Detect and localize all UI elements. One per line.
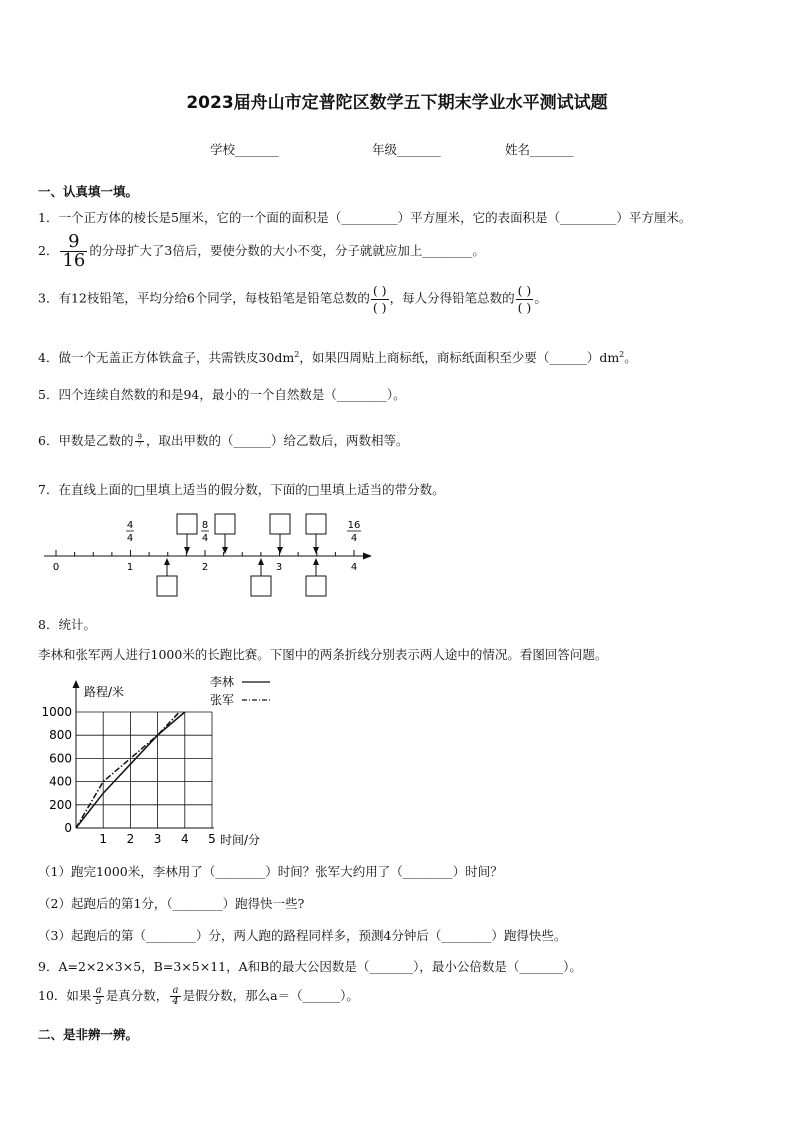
question-10-text-b: 是真分数， xyxy=(105,988,169,1003)
y-axis-label: 路程/米 xyxy=(84,685,125,699)
answer-box-above[interactable] xyxy=(306,514,326,534)
fraction-denominator: 4 xyxy=(201,533,209,544)
legend-label-zhangjun: 张军 xyxy=(210,693,235,707)
y-tick-label: 600 xyxy=(49,751,72,766)
arrow-right-icon xyxy=(363,553,372,560)
question-2-prefix: 2． xyxy=(38,243,59,258)
question-8-intro: 李林和张军两人进行1000米的长跑比赛。下图中的两条折线分别表示两人途中的情况。看图回答问题。 xyxy=(38,647,608,662)
y-tick-label: 0 xyxy=(64,821,72,835)
x-tick-label: 5 xyxy=(208,832,216,846)
fraction-denominator: 16 xyxy=(62,250,86,271)
question-8-sub-2: （2）起跑后的第1分，（________）跑得快一些? xyxy=(38,896,305,911)
fraction-denominator: 4 xyxy=(350,533,358,544)
legend-label-lilin: 李林 xyxy=(210,675,235,689)
y-tick-label: 1000 xyxy=(41,705,72,719)
answer-box-above[interactable] xyxy=(215,514,235,534)
tick-label-4: 4 xyxy=(350,562,358,573)
question-3-text-c: 。 xyxy=(534,290,547,306)
answer-box-below[interactable] xyxy=(157,576,177,596)
y-tick-label: 800 xyxy=(49,728,72,743)
x-tick-label: 2 xyxy=(126,832,135,846)
tick-label-1: 1 xyxy=(126,562,134,573)
fraction-numerator: 16 xyxy=(347,520,361,531)
question-10-fraction-1 xyxy=(93,986,103,1007)
answer-box-above[interactable] xyxy=(177,514,197,534)
question-7: 7．在直线上面的□里填上适当的假分数，下面的□里填上适当的带分数。 xyxy=(38,482,445,497)
section-1-heading: 一、认真填一填。 xyxy=(38,184,139,199)
fraction-numerator: 8 xyxy=(201,520,209,531)
school-field[interactable]: 学校_______ xyxy=(210,142,279,157)
question-4-text-a: 4．做一个无盖正方体铁盒子，共需铁皮30dm xyxy=(38,350,295,365)
question-8-label: 8．统计。 xyxy=(38,617,96,632)
fraction-numerator: a xyxy=(93,986,103,997)
fraction-numerator: 9 xyxy=(60,233,87,252)
y-axis-arrow-icon xyxy=(73,680,80,688)
race-line-chart xyxy=(30,672,290,852)
question-3 xyxy=(38,283,547,315)
question-1: 1．一个正方体的棱长是5厘米，它的一个面的面积是（_________）平方厘米，它的表面积是（_________）平方厘米。 xyxy=(38,210,692,225)
arrow-down-icon xyxy=(184,547,190,554)
question-2-text: 的分母扩大了3倍后，要使分数的大小不变，分子就就应加上________。 xyxy=(89,243,485,258)
question-3-text-b: ，每人分得铅笔总数的 xyxy=(389,290,515,306)
y-tick-label: 200 xyxy=(49,797,72,812)
x-tick-label: 4 xyxy=(180,832,189,846)
fraction-denominator: 7 xyxy=(137,441,142,449)
tick-label-3: 3 xyxy=(275,562,283,573)
blank-bottom[interactable]: ( ) xyxy=(372,299,387,315)
fraction-numerator: 9 xyxy=(137,433,142,441)
tick-label-2: 2 xyxy=(201,562,209,573)
question-4-text-b: ，如果四周贴上商标纸，商标纸面积至少要（______）dm xyxy=(299,350,620,365)
arrow-up-icon xyxy=(313,558,319,565)
fraction-denominator: 4 xyxy=(172,996,179,1007)
question-3-text-a: 3．有12枝铅笔，平均分给6个同学，每枝铅笔是铅笔总数的 xyxy=(38,290,370,306)
x-axis-label: 时间/分 xyxy=(220,833,261,847)
question-6-fraction xyxy=(135,434,143,449)
chart-legend xyxy=(210,674,270,707)
arrow-down-icon xyxy=(222,547,228,554)
question-10-text-a: 10．如果 xyxy=(38,988,92,1003)
question-10-text-c: 是假分数，那么a＝（______）。 xyxy=(182,988,359,1003)
question-4 xyxy=(38,348,637,366)
question-4-text-c: 。 xyxy=(624,350,637,365)
x-tick-label: 3 xyxy=(153,832,162,846)
answer-box-above[interactable] xyxy=(270,514,290,534)
question-8-sub-3: （3）起跑后的第（________）分，两人跑的路程同样多，预测4分钟后（________）跑得快些。 xyxy=(38,928,567,943)
question-10 xyxy=(38,986,359,1007)
x-tick-label: 1 xyxy=(99,832,108,846)
question-3-blank-fraction-1[interactable] xyxy=(371,283,389,315)
fraction-numerator: a xyxy=(170,986,180,997)
question-8-sub-1: （1）跑完1000米，李林用了（________）时间？张军大约用了（________）时间？ xyxy=(38,864,503,879)
blank-top[interactable]: ( ) xyxy=(372,283,387,298)
page-title: 2023届舟山市定普陀区数学五下期末学业水平测试试题 xyxy=(186,93,608,113)
name-field[interactable]: 姓名_______ xyxy=(505,142,574,157)
blank-bottom[interactable]: ( ) xyxy=(517,299,532,315)
superscript: 2 xyxy=(294,349,300,359)
answer-box-below[interactable] xyxy=(306,576,326,596)
number-line-figure xyxy=(38,510,383,602)
arrow-down-icon xyxy=(313,547,319,554)
answer-box-below[interactable] xyxy=(251,576,271,596)
question-9: 9．A=2×2×3×5，B=3×5×11，A和B的最大公因数是（_______），最小公倍数是（_______）。 xyxy=(38,959,582,974)
superscript: 2 xyxy=(619,349,625,359)
chart-grid xyxy=(76,712,212,828)
question-6-text-a: 6．甲数是乙数的 xyxy=(38,433,134,448)
question-2 xyxy=(38,233,485,270)
fraction-denominator: 5 xyxy=(95,996,102,1007)
arrow-up-icon xyxy=(258,558,264,565)
question-6 xyxy=(38,431,408,449)
tick-label-0: 0 xyxy=(52,562,60,573)
section-2-heading: 二、是非辨一辨。 xyxy=(38,1027,139,1042)
grade-field[interactable]: 年级_______ xyxy=(372,142,441,157)
blank-top[interactable]: ( ) xyxy=(517,283,532,298)
question-10-fraction-2 xyxy=(170,986,180,1007)
chart-axes xyxy=(41,680,215,846)
question-2-fraction xyxy=(60,233,87,270)
fraction-numerator: 4 xyxy=(126,520,134,531)
question-5: 5．四个连续自然数的和是94，最小的一个自然数是（________）。 xyxy=(38,387,406,402)
arrow-down-icon xyxy=(277,547,283,554)
arrow-up-icon xyxy=(164,558,170,565)
question-3-blank-fraction-2[interactable] xyxy=(516,283,534,315)
y-tick-label: 400 xyxy=(49,774,72,789)
number-line-ticks xyxy=(38,550,354,556)
fraction-denominator: 4 xyxy=(126,533,134,544)
question-6-text-b: ，取出甲数的（______）给乙数后，两数相等。 xyxy=(145,433,409,448)
